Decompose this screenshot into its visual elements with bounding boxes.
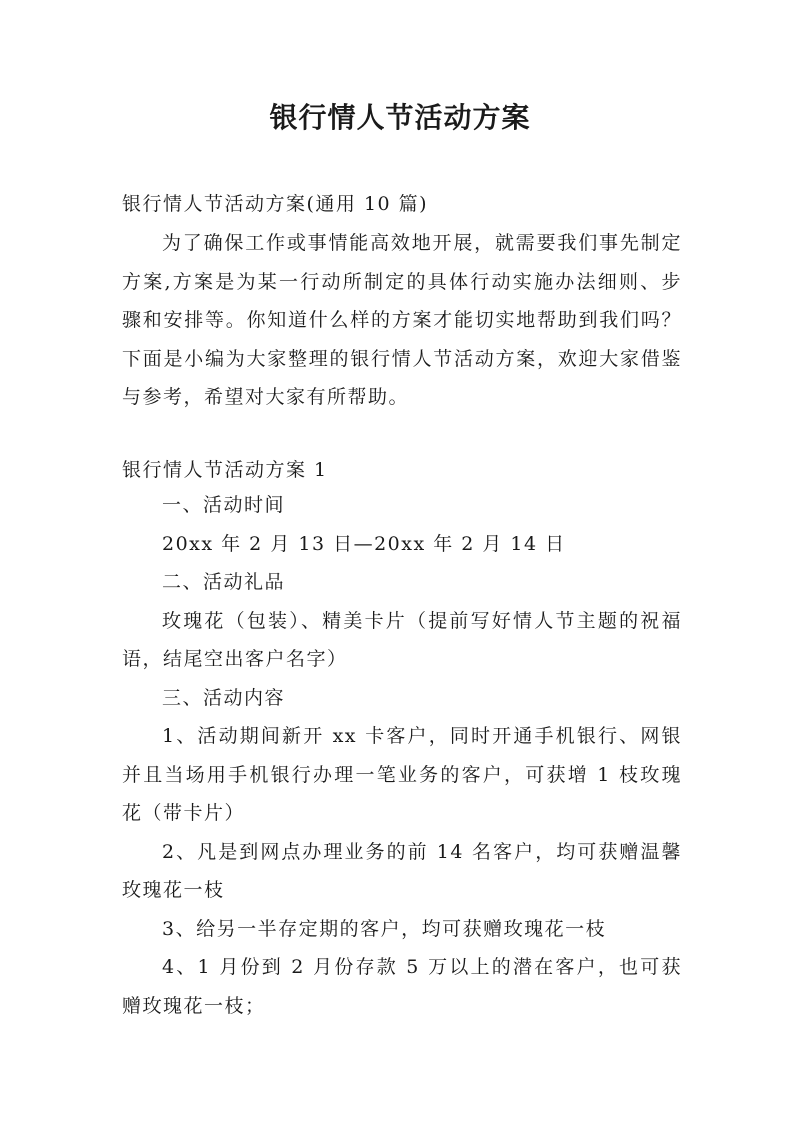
heading-activity-gifts: 二、活动礼品 <box>162 571 286 593</box>
section-heading: 银行情人节活动方案 1 <box>122 459 328 481</box>
document-title: 银行情人节活动方案 <box>269 101 531 134</box>
heading-activity-time: 一、活动时间 <box>162 494 286 516</box>
content-item-1: 1、活动期间新开 xx 卡客户，同时开通手机银行、网银并且当场用手机银行办理一笔业务的客户，可获增 1 枝玫瑰花（带卡片） <box>122 725 682 824</box>
content-item-4: 4、1 月份到 2 月份存款 5 万以上的潜在客户，也可获赠玫瑰花一枝； <box>122 956 682 1017</box>
intro-paragraph: 为了确保工作或事情能高效地开展，就需要我们事先制定方案,方案是为某一行动所制定的具体行动实施办法细则、步骤和安排等。你知道什么样的方案才能切实地帮助到我们吗？下面是小编为大家整理的银行情人节活动方案，欢迎大家借鉴与参考，希望对大家有所帮助。 <box>122 232 682 408</box>
activity-gifts-text: 玫瑰花（包装）、精美卡片（提前写好情人节主题的祝福语，结尾空出客户名字） <box>122 609 682 670</box>
intro-heading: 银行情人节活动方案(通用 10 篇) <box>122 193 429 215</box>
plan-content-list <box>122 486 682 1025</box>
content-item-2: 2、凡是到网点办理业务的前 14 名客户，均可获赠温馨玫瑰花一枝 <box>122 840 682 901</box>
activity-time-text: 20xx 年 2 月 13 日—20xx 年 2 月 14 日 <box>162 532 566 555</box>
content-item-3: 3、给另一半存定期的客户，均可获赠玫瑰花一枝 <box>162 917 607 940</box>
heading-activity-content: 三、活动内容 <box>162 686 286 709</box>
